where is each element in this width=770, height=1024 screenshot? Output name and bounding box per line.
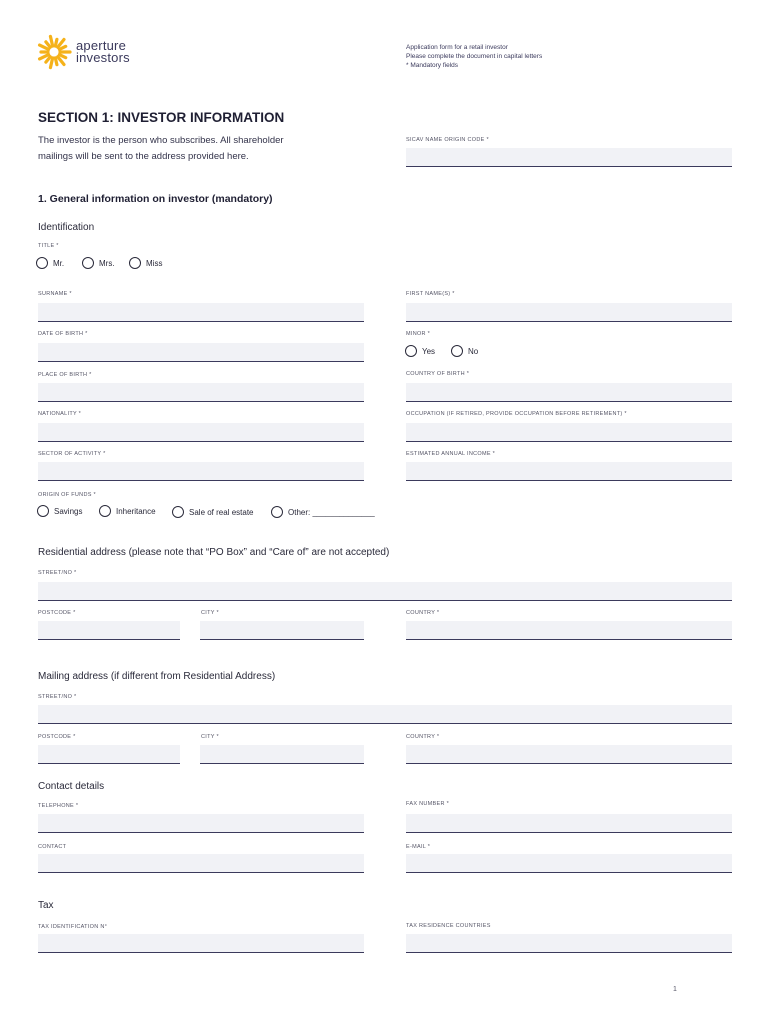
first-names-input[interactable] (406, 303, 732, 322)
first-names-label: FIRST NAME(S) * (406, 291, 455, 297)
radio-miss[interactable] (129, 257, 141, 269)
res-street-input[interactable] (38, 582, 732, 601)
origin-option-real-estate-label: Sale of real estate (189, 507, 254, 517)
sicav-label: SICAV NAME ORIGIN CODE * (406, 137, 489, 143)
email-label: E-MAIL * (406, 844, 431, 850)
fax-label: FAX NUMBER * (406, 801, 450, 807)
dob-label: DATE OF BIRTH * (38, 331, 88, 337)
tax-residence-input[interactable] (406, 934, 732, 953)
radio-real-estate[interactable] (172, 506, 184, 518)
minor-option-no[interactable] (451, 345, 478, 357)
origin-option-savings[interactable] (37, 505, 82, 517)
contact-heading: Contact details (38, 781, 105, 792)
nationality-label: NATIONALITY * (38, 411, 82, 417)
res-country-label: COUNTRY * (406, 610, 440, 616)
tin-label: TAX IDENTIFICATION N° (38, 924, 108, 930)
tax-heading: Tax (38, 900, 54, 911)
intro-line2: mailings will be sent to the address provided here. (38, 151, 249, 162)
minor-label: MINOR * (406, 331, 431, 337)
place-of-birth-label: PLACE OF BIRTH * (38, 372, 92, 378)
identification-heading: Identification (38, 222, 95, 233)
meta-mandatory-note: * Mandatory fields (406, 62, 459, 69)
minor-option-yes[interactable] (405, 345, 435, 357)
mail-country-label: COUNTRY * (406, 734, 440, 740)
nationality-input[interactable] (38, 423, 364, 442)
radio-minor-yes[interactable] (405, 345, 417, 357)
sector-label: SECTOR OF ACTIVITY * (38, 451, 106, 457)
title-option-mrs[interactable] (82, 257, 115, 269)
contact-input[interactable] (38, 854, 364, 873)
res-postcode-input[interactable] (38, 621, 180, 640)
mail-street-input[interactable] (38, 705, 732, 724)
mailing-heading: Mailing address (if different from Residential Address) (38, 671, 276, 682)
occupation-input[interactable] (406, 423, 732, 442)
title-label: TITLE * (38, 243, 59, 249)
place-of-birth-input[interactable] (38, 383, 364, 402)
logo-line1: aperture (76, 38, 127, 53)
title-option-miss-label: Miss (146, 258, 163, 268)
minor-option-yes-label: Yes (422, 346, 436, 356)
tin-input[interactable] (38, 934, 364, 953)
radio-minor-no[interactable] (451, 345, 463, 357)
surname-input[interactable] (38, 303, 364, 322)
res-city-label: CITY * (201, 610, 219, 616)
res-city-input[interactable] (200, 621, 364, 640)
origin-option-real-estate[interactable] (172, 506, 253, 518)
aperture-logo-icon (36, 34, 72, 70)
mail-street-label: STREET/NO * (38, 694, 77, 700)
fax-input[interactable] (406, 814, 732, 833)
income-input[interactable] (406, 462, 732, 481)
radio-mr[interactable] (36, 257, 48, 269)
origin-option-other[interactable] (271, 506, 375, 518)
telephone-input[interactable] (38, 814, 364, 833)
origin-option-inheritance[interactable] (99, 505, 156, 517)
intro-line1: The investor is the person who subscribes. All shareholder (38, 135, 284, 146)
title-option-mr-label: Mr. (53, 258, 65, 268)
origin-option-other-label: Other: ______________ (288, 507, 375, 517)
meta-instructions: Please complete the document in capital letters (406, 53, 543, 60)
income-label: ESTIMATED ANNUAL INCOME * (406, 451, 496, 457)
mail-city-label: CITY * (201, 734, 219, 740)
mail-city-input[interactable] (200, 745, 364, 764)
surname-label: SURNAME * (38, 291, 72, 297)
minor-option-no-label: No (468, 346, 479, 356)
origin-option-savings-label: Savings (54, 506, 83, 516)
radio-other[interactable] (271, 506, 283, 518)
res-country-input[interactable] (406, 621, 732, 640)
res-street-label: STREET/NO * (38, 570, 77, 576)
contact-label: CONTACT (38, 844, 67, 850)
origin-option-inheritance-label: Inheritance (116, 506, 156, 516)
tax-residence-label: TAX RESIDENCE COUNTRIES (406, 923, 491, 929)
title-option-miss[interactable] (129, 257, 162, 269)
email-input[interactable] (406, 854, 732, 873)
title-option-mrs-label: Mrs. (99, 258, 115, 268)
meta-form-type: Application form for a retail investor (406, 44, 508, 51)
page-number: 1 (673, 986, 677, 993)
dob-input[interactable] (38, 343, 364, 362)
radio-inheritance[interactable] (99, 505, 111, 517)
sector-input[interactable] (38, 462, 364, 481)
section-title: SECTION 1: INVESTOR INFORMATION (38, 110, 285, 125)
section-intro (38, 133, 284, 165)
occupation-label: OCCUPATION (IF RETIRED, PROVIDE OCCUPATION BEFORE RETIREMENT) * (406, 411, 627, 417)
res-postcode-label: POSTCODE * (38, 610, 76, 616)
title-option-mr[interactable] (36, 257, 64, 269)
general-info-heading: 1. General information on investor (mandatory) (38, 193, 273, 205)
radio-savings[interactable] (37, 505, 49, 517)
country-of-birth-label: COUNTRY OF BIRTH * (406, 371, 470, 377)
residential-heading: Residential address (please note that “PO Box” and “Care of” are not accepted) (38, 547, 390, 558)
origin-of-funds-label: ORIGIN OF FUNDS * (38, 492, 96, 498)
sicav-input[interactable] (406, 148, 732, 167)
mail-country-input[interactable] (406, 745, 732, 764)
radio-mrs[interactable] (82, 257, 94, 269)
logo-wordmark (76, 40, 130, 64)
logo-line2: investors (76, 50, 130, 65)
form-meta (406, 43, 542, 70)
mail-postcode-label: POSTCODE * (38, 734, 76, 740)
mail-postcode-input[interactable] (38, 745, 180, 764)
country-of-birth-input[interactable] (406, 383, 732, 402)
telephone-label: TELEPHONE * (38, 803, 79, 809)
